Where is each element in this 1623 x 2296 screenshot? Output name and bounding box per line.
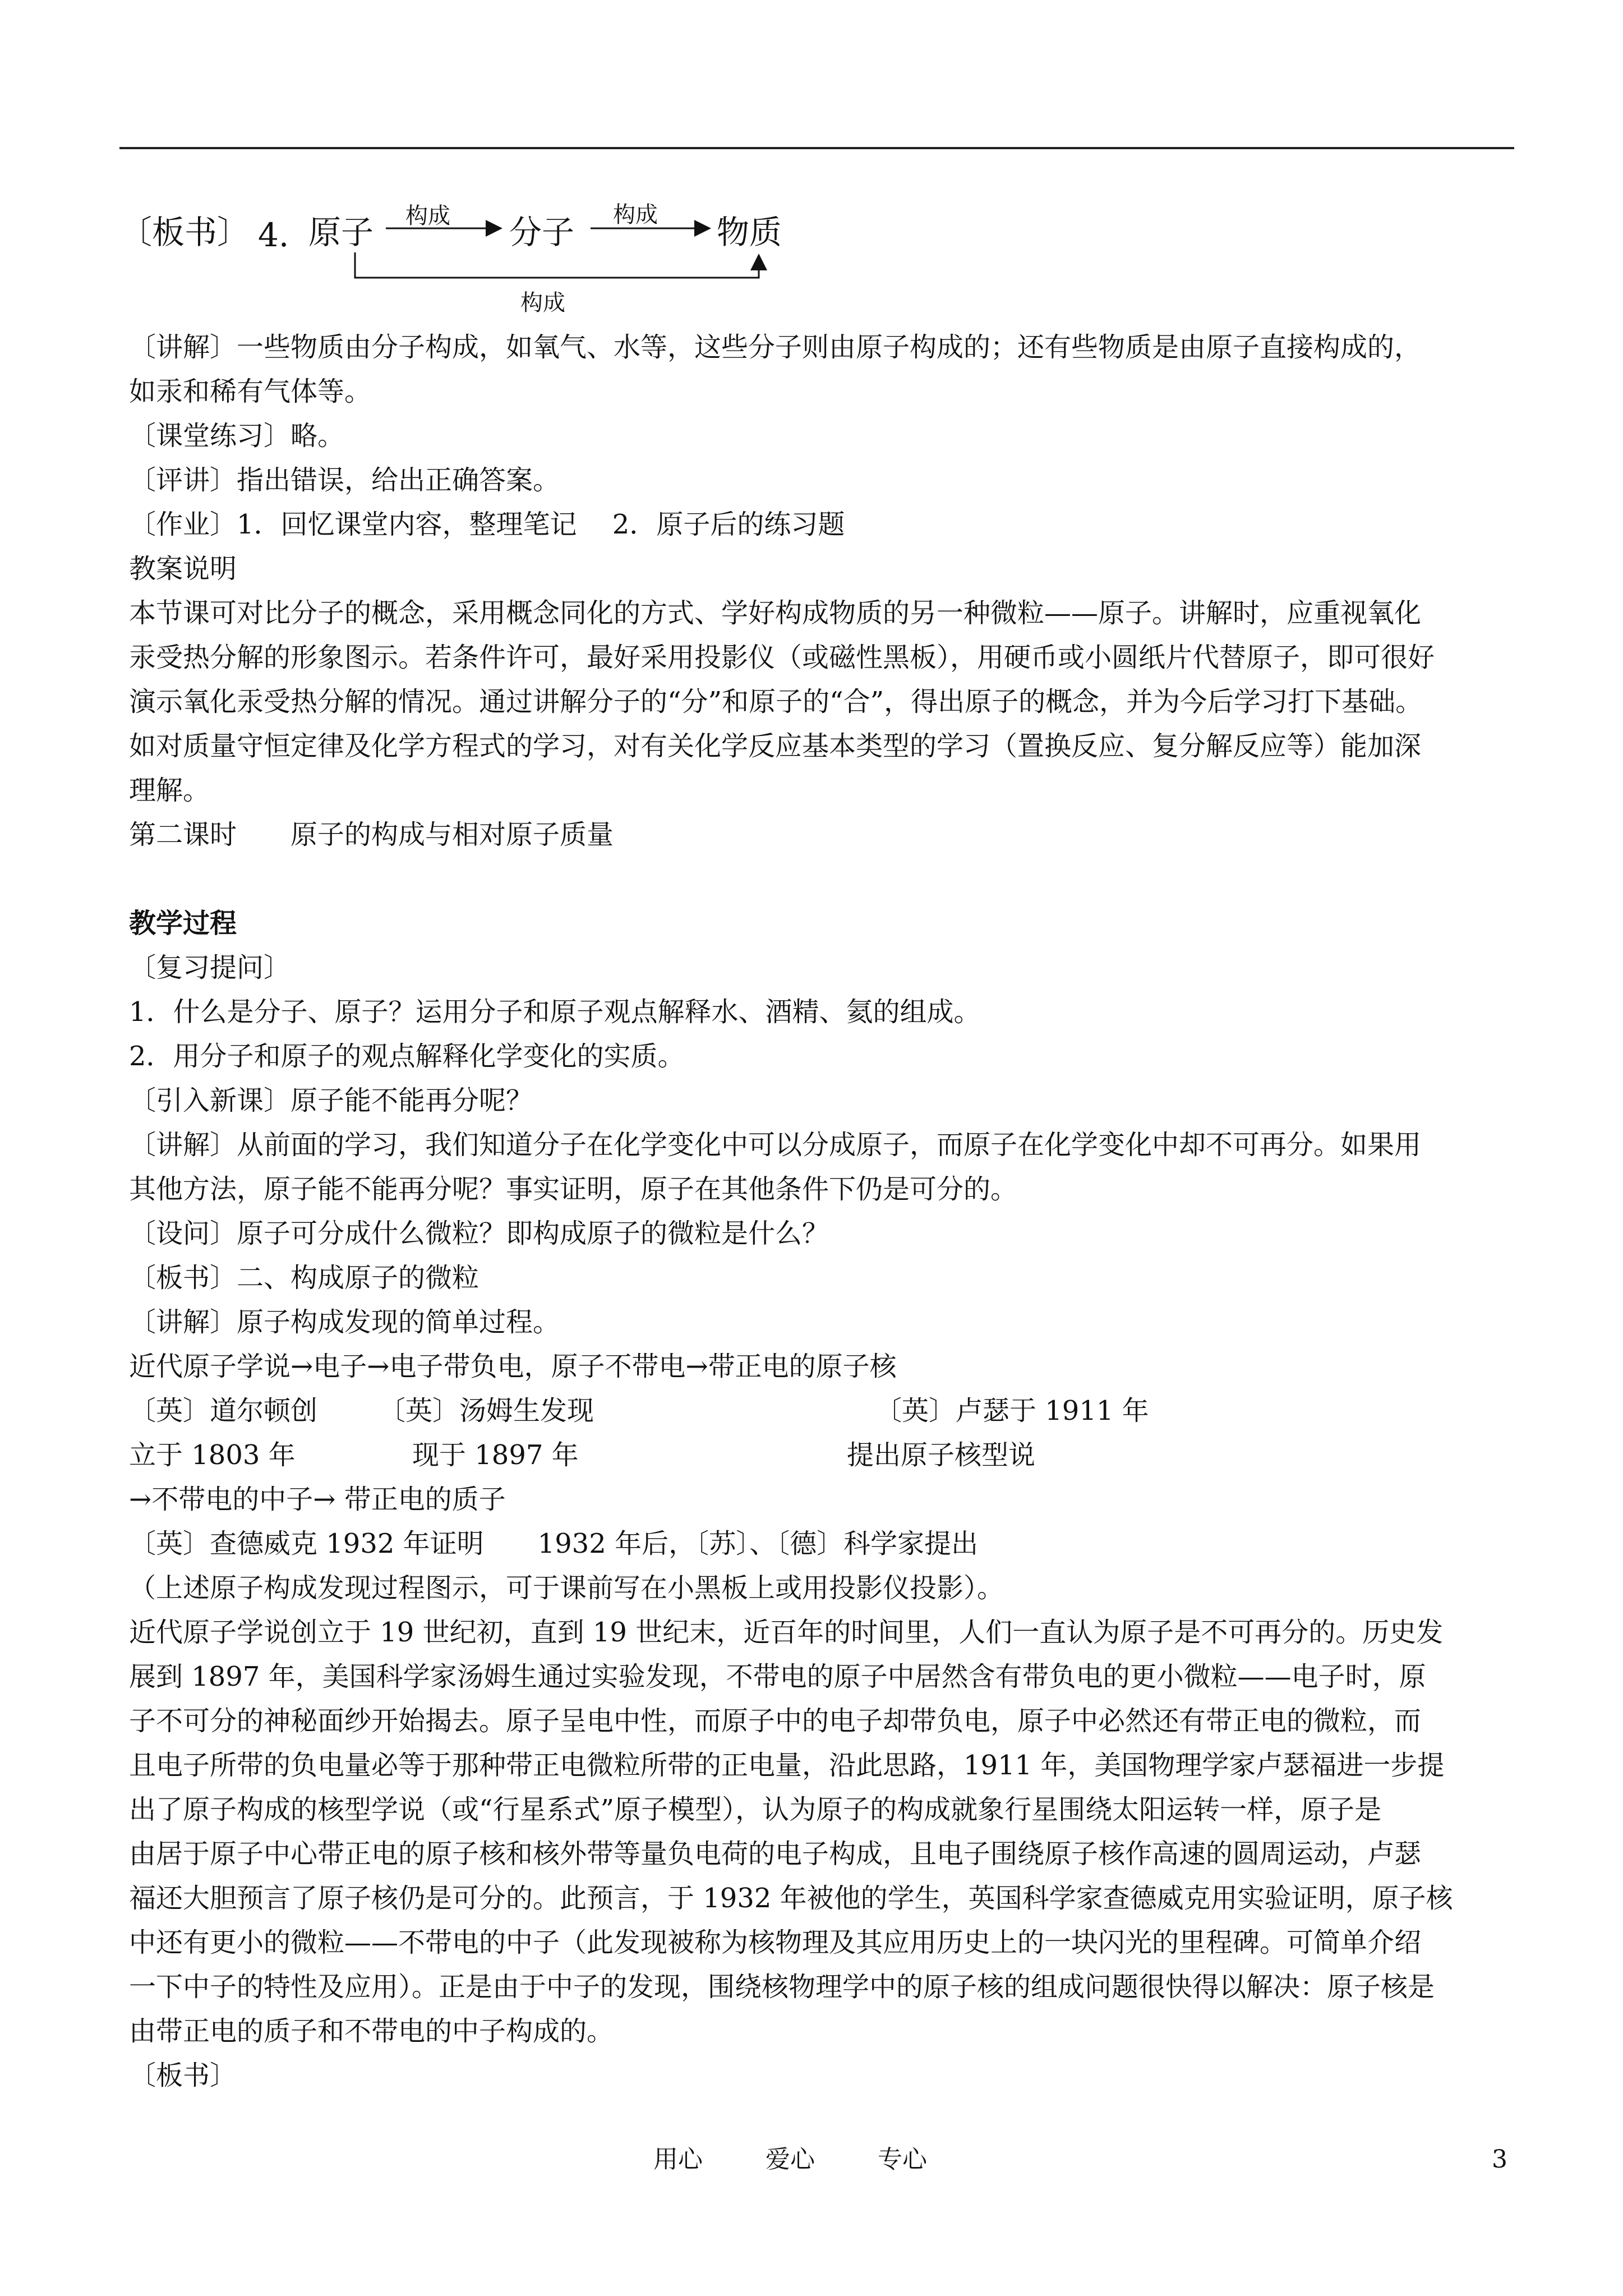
- text-line: 教案说明: [129, 553, 237, 585]
- text-line: →不带电的中子→ 带正电的质子: [129, 1484, 506, 1515]
- text-line: 演示氧化汞受热分解的情况。通过讲解分子的“分”和原子的“合”，得出原子的概念，并为今后学习打下基础。: [129, 686, 1423, 717]
- text-line: 且电子所带的负电量必等于那种带正电微粒所带的正电量，沿此思路，1911 年，美国物理学家卢瑟福进一步提: [129, 1750, 1445, 1781]
- text-line: 其他方法，原子能不能再分呢？事实证明，原子在其他条件下仍是可分的。: [129, 1174, 1018, 1205]
- text-line: （上述原子构成发现过程图示，可于课前写在小黑板上或用投影仪投影）。: [129, 1572, 1004, 1604]
- arrow-label-top-1: 构成: [405, 203, 450, 229]
- header-rule: [119, 147, 1514, 149]
- text-line: 〔评讲〕指出错误，给出正确答案。: [129, 464, 560, 496]
- history-cell: 立于 1803 年: [129, 1439, 296, 1471]
- text-line: 本节课可对比分子的概念，采用概念同化的方式、学好构成物质的另一种微粒——原子。讲解时，应重视氧化: [129, 597, 1422, 629]
- text-line: 〔讲解〕原子构成发现的简单过程。: [129, 1306, 560, 1338]
- text-line: 〔讲解〕从前面的学习，我们知道分子在化学变化中可以分成原子，而原子在化学变化中却不可再分。如果用: [129, 1129, 1422, 1161]
- text-line: 出了原子构成的核型学说（或“行星系式”原子模型），认为原子的构成就象行星围绕太阳运转一样，原子是: [129, 1794, 1382, 1825]
- history-row: [129, 1433, 1514, 1478]
- text-line: 〔讲解〕一些物质由分子构成，如氧气、水等，这些分子则由原子构成的；还有些物质是由原子直接构成的，: [129, 332, 1422, 363]
- text-line: 〔课堂练习〕略。: [129, 420, 345, 452]
- history-cell: 〔英〕汤姆生发现: [379, 1395, 594, 1427]
- text-line: 福还大胆预言了原子核仍是可分的。此预言，于 1932 年被他的学生，英国科学家查德威克用实验证明，原子核: [129, 1883, 1453, 1914]
- text-line: 近代原子学说创立于 19 世纪初，直到 19 世纪末，近百年的时间里，人们一直认为原子是不可再分的。历史发: [129, 1617, 1444, 1648]
- text-line: 〔英〕查德威克 1932 年证明 1932 年后，〔苏〕、〔德〕科学家提出: [129, 1528, 979, 1559]
- footer-text-1: 用心: [653, 2145, 703, 2174]
- text-line: 理解。: [129, 775, 210, 806]
- history-cell: 提出原子核型说: [847, 1439, 1036, 1471]
- text-line: 一下中子的特性及应用）。正是由于中子的发现，围绕核物理学中的原子核的组成问题很快得以解决：原子核是: [129, 1971, 1435, 2003]
- footer-text-2: 爱心: [766, 2145, 815, 2174]
- text-line: 子不可分的神秘面纱开始揭去。原子呈电中性，而原子中的电子却带负电，原子中必然还有带正电的微粒，而: [129, 1705, 1422, 1737]
- text-line: 2．用分子和原子的观点解释化学变化的实质。: [129, 1041, 685, 1072]
- text-line: 如对质量守恒定律及化学方程式的学习，对有关化学反应基本类型的学习（置换反应、复分解反应等）能加深: [129, 730, 1422, 762]
- text-line: 〔设问〕原子可分成什么微粒？即构成原子的微粒是什么？: [129, 1218, 829, 1249]
- section-title: 教学过程: [129, 908, 237, 939]
- composition-diagram: [119, 194, 820, 328]
- item-number: 4.: [258, 216, 289, 254]
- history-cell: 〔英〕卢瑟于 1911 年: [875, 1395, 1149, 1427]
- text-line: 展到 1897 年，美国科学家汤姆生通过实验发现，不带电的原子中居然含有带负电的更小微粒——电子时，原: [129, 1661, 1426, 1692]
- text-line: 如汞和稀有气体等。: [129, 376, 372, 407]
- arrow-label-top-2: 构成: [613, 202, 658, 228]
- node-molecule: 分子: [509, 213, 575, 251]
- text-line: 〔复习提问〕: [129, 952, 291, 983]
- diagram-arrows: [119, 194, 820, 328]
- history-cell: 现于 1897 年: [412, 1439, 579, 1471]
- text-line: 由带正电的质子和不带电的中子构成的。: [129, 2016, 614, 2047]
- text-line: 〔作业〕1．回忆课堂内容，整理笔记 2．原子后的练习题: [129, 509, 845, 540]
- document-body: [129, 325, 1514, 2098]
- board-label: 〔板书〕: [119, 213, 250, 251]
- text-line: 第二课时 原子的构成与相对原子质量: [129, 819, 614, 850]
- node-substance: 物质: [717, 213, 782, 251]
- history-cell: 〔英〕道尔顿创: [129, 1395, 318, 1427]
- footer-text-3: 专心: [878, 2145, 927, 2174]
- text-line: 近代原子学说→电子→电子带负电，原子不带电→带正电的原子核: [129, 1351, 897, 1382]
- arrow-atom-to-substance: [355, 252, 759, 278]
- text-line: 〔引入新课〕原子能不能再分呢？: [129, 1085, 533, 1116]
- history-row: [129, 1389, 1514, 1433]
- page-number: 3: [1492, 2145, 1507, 2174]
- text-line: 〔板书〕二、构成原子的微粒: [129, 1262, 479, 1294]
- text-line: 中还有更小的微粒——不带电的中子（此发现被称为核物理及其应用历史上的一块闪光的里程碑。可简单介绍: [129, 1927, 1422, 1958]
- node-atom: 原子: [308, 213, 374, 251]
- text-line: 由居于原子中心带正电的原子核和核外带等量负电荷的电子构成，且电子围绕原子核作高速的圆周运动，卢瑟: [129, 1838, 1422, 1870]
- text-line: 汞受热分解的形象图示。若条件许可，最好采用投影仪（或磁性黑板），用硬币或小圆纸片代替原子，即可很好: [129, 642, 1435, 673]
- arrow-label-bottom: 构成: [520, 290, 565, 316]
- text-line: 〔板书〕: [129, 2060, 237, 2091]
- text-line: 1．什么是分子、原子？运用分子和原子观点解释水、酒精、氦的组成。: [129, 996, 981, 1028]
